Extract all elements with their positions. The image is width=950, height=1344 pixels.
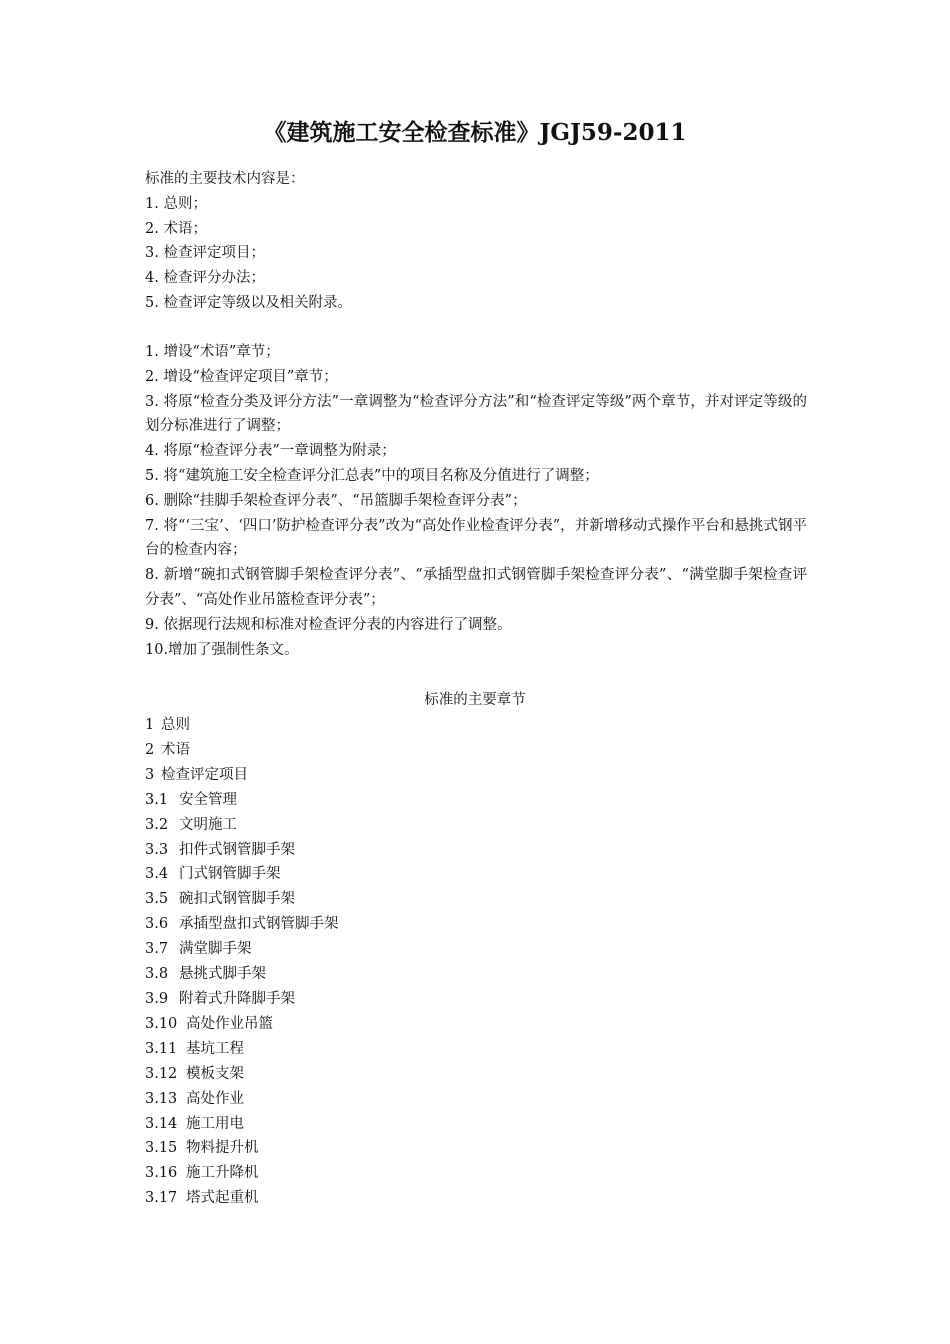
chapter-title: 安全管理	[179, 791, 237, 808]
chapter-title: 施工用电	[186, 1115, 244, 1132]
chapter-number: 3.4	[145, 866, 169, 883]
chapter-title: 碗扣式钢管脚手架	[179, 891, 295, 908]
chapter-title: 塔式起重机	[186, 1190, 259, 1207]
chapter-title: 术语	[161, 741, 190, 758]
intro-lead: 标准的主要技术内容是：	[145, 171, 305, 187]
chapter-item	[145, 788, 645, 813]
chapter-number: 3.1	[145, 791, 169, 808]
intro-item: 1. 总则；	[145, 195, 207, 212]
change-item: 9. 依据现行法规和标准对检查评分表的内容进行了调整。	[145, 616, 512, 633]
chapter-item	[145, 1136, 645, 1161]
change-item: 8. 新增“碗扣式钢管脚手架检查评分表”、“承插型盘扣式钢管脚手架检查评分表”、“满堂脚手架检查评分表”、“高处作业吊篮检查评分表”；	[145, 567, 807, 608]
chapter-item	[145, 813, 645, 838]
chapter-title: 基坑工程	[186, 1040, 244, 1057]
chapter-number: 3.2	[145, 816, 169, 833]
chapter-number: 3.3	[145, 841, 169, 858]
chapter-title: 高处作业	[186, 1090, 244, 1107]
chapter-title: 悬挑式脚手架	[179, 966, 266, 983]
chapter-item	[145, 937, 645, 962]
chapter-number: 3	[145, 766, 155, 783]
chapter-item	[145, 1062, 645, 1087]
chapter-number: 3.13	[145, 1090, 178, 1107]
chapter-item	[145, 962, 645, 987]
chapter-title: 检查评定项目	[161, 766, 248, 783]
chapter-title: 施工升降机	[186, 1165, 259, 1182]
chapter-item	[145, 1161, 645, 1186]
chapter-number: 3.8	[145, 966, 169, 983]
change-item: 4. 将原“检查评分表”一章调整为附录；	[145, 443, 396, 460]
chapter-number: 3.12	[145, 1065, 178, 1082]
chapter-item	[145, 738, 645, 763]
chapter-number: 3.10	[145, 1015, 178, 1032]
chapter-number: 3.15	[145, 1140, 178, 1157]
chapter-number: 3.17	[145, 1190, 178, 1207]
intro-section	[145, 167, 807, 316]
chapter-number: 3.6	[145, 916, 169, 933]
chapter-number: 2	[145, 741, 155, 758]
chapter-title: 总则	[161, 717, 190, 733]
chapter-item	[145, 1012, 645, 1037]
chapter-item	[145, 838, 645, 863]
intro-item: 4. 检查评分办法；	[145, 270, 265, 287]
chapter-item	[145, 713, 645, 738]
intro-item: 2. 术语；	[145, 220, 207, 237]
chapter-item	[145, 862, 645, 887]
chapter-item	[145, 1087, 645, 1112]
chapter-item	[145, 1186, 645, 1211]
changes-section	[145, 340, 807, 662]
chapter-title: 扣件式钢管脚手架	[179, 841, 295, 858]
intro-item: 5. 检查评定等级以及相关附录。	[145, 294, 352, 311]
chapter-title: 模板支架	[186, 1065, 244, 1082]
document-title: 《建筑施工安全检查标准》JGJ59-2011	[263, 119, 687, 146]
change-item: 2. 增设“检查评定项目”章节；	[145, 368, 338, 385]
chapter-title: 物料提升机	[186, 1140, 259, 1157]
chapter-item	[145, 887, 645, 912]
chapter-title: 附着式升降脚手架	[179, 990, 295, 1007]
chapter-item	[145, 1112, 645, 1137]
change-item: 3. 将原“检查分类及评分方法”一章调整为“检查评分方法”和“检查评定等级”两个章节，并对评定等级的划分标准进行了调整；	[145, 393, 807, 435]
chapter-title: 满堂脚手架	[179, 941, 252, 958]
intro-item: 3. 检查评定项目；	[145, 245, 265, 262]
change-item: 10.增加了强制性条文。	[145, 641, 299, 658]
chapter-title: 承插型盘扣式钢管脚手架	[179, 916, 339, 933]
chapter-number: 3.7	[145, 941, 169, 958]
chapters-list	[145, 713, 645, 1211]
chapter-item	[145, 987, 645, 1012]
chapter-number: 3.16	[145, 1165, 178, 1182]
chapters-heading: 标准的主要章节	[424, 692, 526, 708]
chapter-item	[145, 1037, 645, 1062]
chapter-number: 3.11	[145, 1040, 178, 1057]
chapter-number: 3.5	[145, 891, 169, 908]
change-item: 6. 删除“挂脚手架检查评分表”、“吊篮脚手架检查评分表”；	[145, 492, 527, 509]
chapter-title: 高处作业吊篮	[186, 1015, 273, 1032]
chapter-number: 1	[145, 717, 155, 733]
change-item: 7. 将“‘三宝’、‘四口’防护检查评分表”改为“高处作业检查评分表”，并新增移动式操作平台和悬挑式钢平台的检查内容；	[145, 517, 807, 559]
change-item: 5. 将“建筑施工安全检查评分汇总表”中的项目名称及分值进行了调整；	[145, 467, 599, 484]
chapter-number: 3.9	[145, 990, 169, 1007]
change-item: 1. 增设“术语”章节；	[145, 344, 280, 360]
chapter-item	[145, 763, 645, 788]
chapter-title: 门式钢管脚手架	[179, 866, 281, 883]
chapter-title: 文明施工	[179, 816, 237, 833]
chapter-item	[145, 912, 645, 937]
chapter-number: 3.14	[145, 1115, 178, 1132]
